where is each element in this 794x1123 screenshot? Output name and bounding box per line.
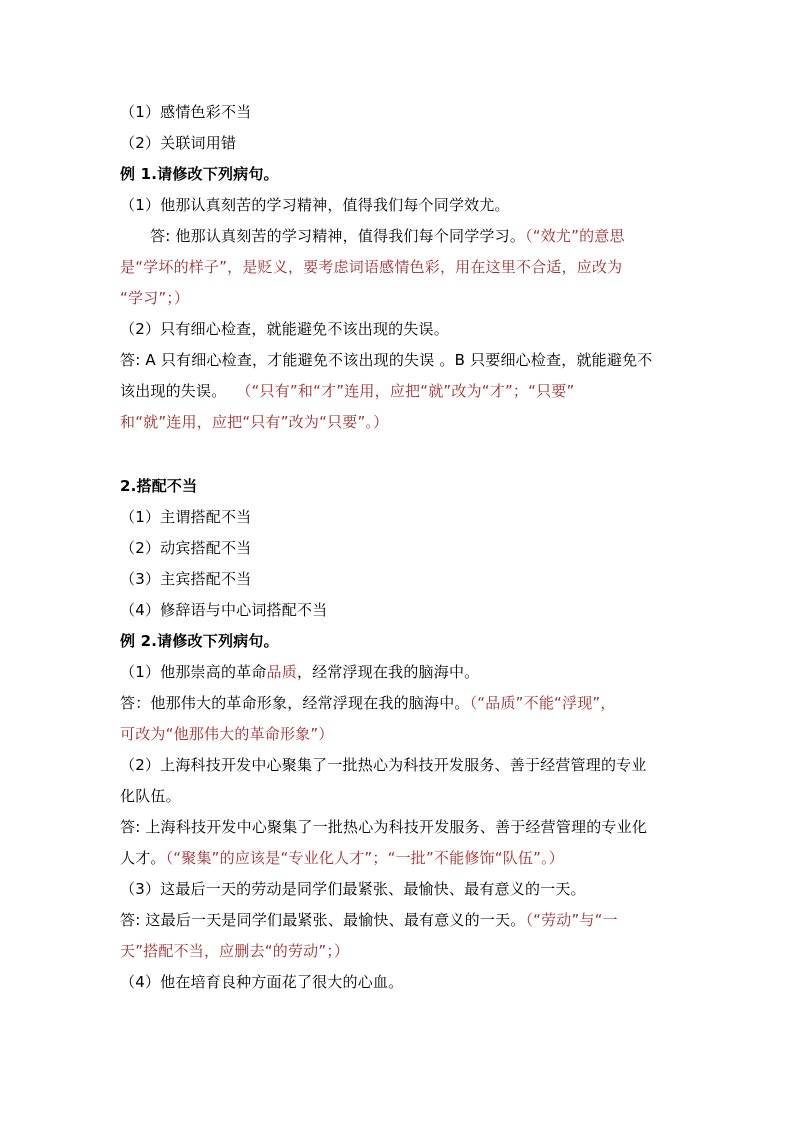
answer-line: 答: 这最后一天是同学们最紧张、最愉快、最有意义的一天。（“劳动”与“一 [120, 911, 618, 929]
answer-note-line: 和“就”连用，应把“只有”改为“只要”。） [120, 413, 389, 431]
question-line: （3）这最后一天的劳动是同学们最紧张、最愉快、最有意义的一天。 [120, 880, 586, 898]
answer-note-line: “学习”；） [120, 289, 190, 307]
list-item: （2）关联词用错 [120, 134, 237, 152]
answer-note: （“劳动”与“一 [525, 911, 618, 929]
example-heading: 例 2.请修改下列病句。 [120, 632, 279, 650]
answer-line: 答：他那伟大的革命形象，经常浮现在我的脑海中。（“品质”不能“浮现”， [120, 694, 616, 712]
answer-note: （“聚集”的应该是“专业化人才”；“一批”不能修饰“队伍”。） [165, 849, 564, 867]
list-item: （1）主谓搭配不当 [120, 508, 252, 526]
answer-line: 答: 上海科技开发中心聚集了一批热心为科技开发服务、善于经营管理的专业化 [120, 818, 648, 836]
answer-line: 答: A 只有细心检查，才能避免不该出现的失误 。B 只要细心检查，就能避免不 [120, 351, 653, 369]
answer-note: （“只有”和“才”连用，应把“就”改为“才”；“只要” [236, 382, 575, 400]
answer-line: 人才。（“聚集”的应该是“专业化人才”；“一批”不能修饰“队伍”。） [120, 849, 564, 867]
question-line: （2）只有细心检查，就能避免不该出现的失误。 [120, 320, 449, 338]
question-line: 化队伍。 [120, 787, 181, 805]
answer-note-line: 可改为“他那伟大的革命形象”） [120, 725, 334, 743]
answer-note: （“品质”不能“浮现”， [469, 694, 616, 712]
section-heading: 2.搭配不当 [120, 477, 198, 495]
question-line: （2）上海科技开发中心聚集了一批热心为科技开发服务、善于经营管理的专业 [120, 756, 647, 774]
question-line: （4）他在培育良种方面花了很大的心血。 [120, 973, 404, 991]
question-line: （1）他那崇高的革命品质，经常浮现在我的脑海中。 [120, 663, 480, 681]
list-item: （3）主宾搭配不当 [120, 570, 252, 588]
answer-line: 答: 他那认真刻苦的学习精神，值得我们每个同学学习。（“效尤”的意思 [150, 227, 625, 245]
answer-note: （“效尤”的意思 [525, 227, 625, 245]
example-heading: 例 1.请修改下列病句。 [120, 165, 279, 183]
answer-line: 该出现的失误。 （“只有”和“才”连用，应把“就”改为“才”；“只要” [120, 382, 575, 400]
list-item: （2）动宾搭配不当 [120, 539, 252, 557]
answer-note-line: 天”搭配不当，应删去“的劳动”；） [120, 942, 350, 960]
answer-note-line: 是“学坏的样子”，是贬义，要考虑词语感情色彩，用在这里不合适，应改为 [120, 258, 623, 276]
question-line: （1）他那认真刻苦的学习精神，值得我们每个同学效尤。 [120, 196, 510, 214]
list-item: （1）感情色彩不当 [120, 103, 252, 121]
list-item: （4）修辞语与中心词搭配不当 [120, 601, 328, 619]
